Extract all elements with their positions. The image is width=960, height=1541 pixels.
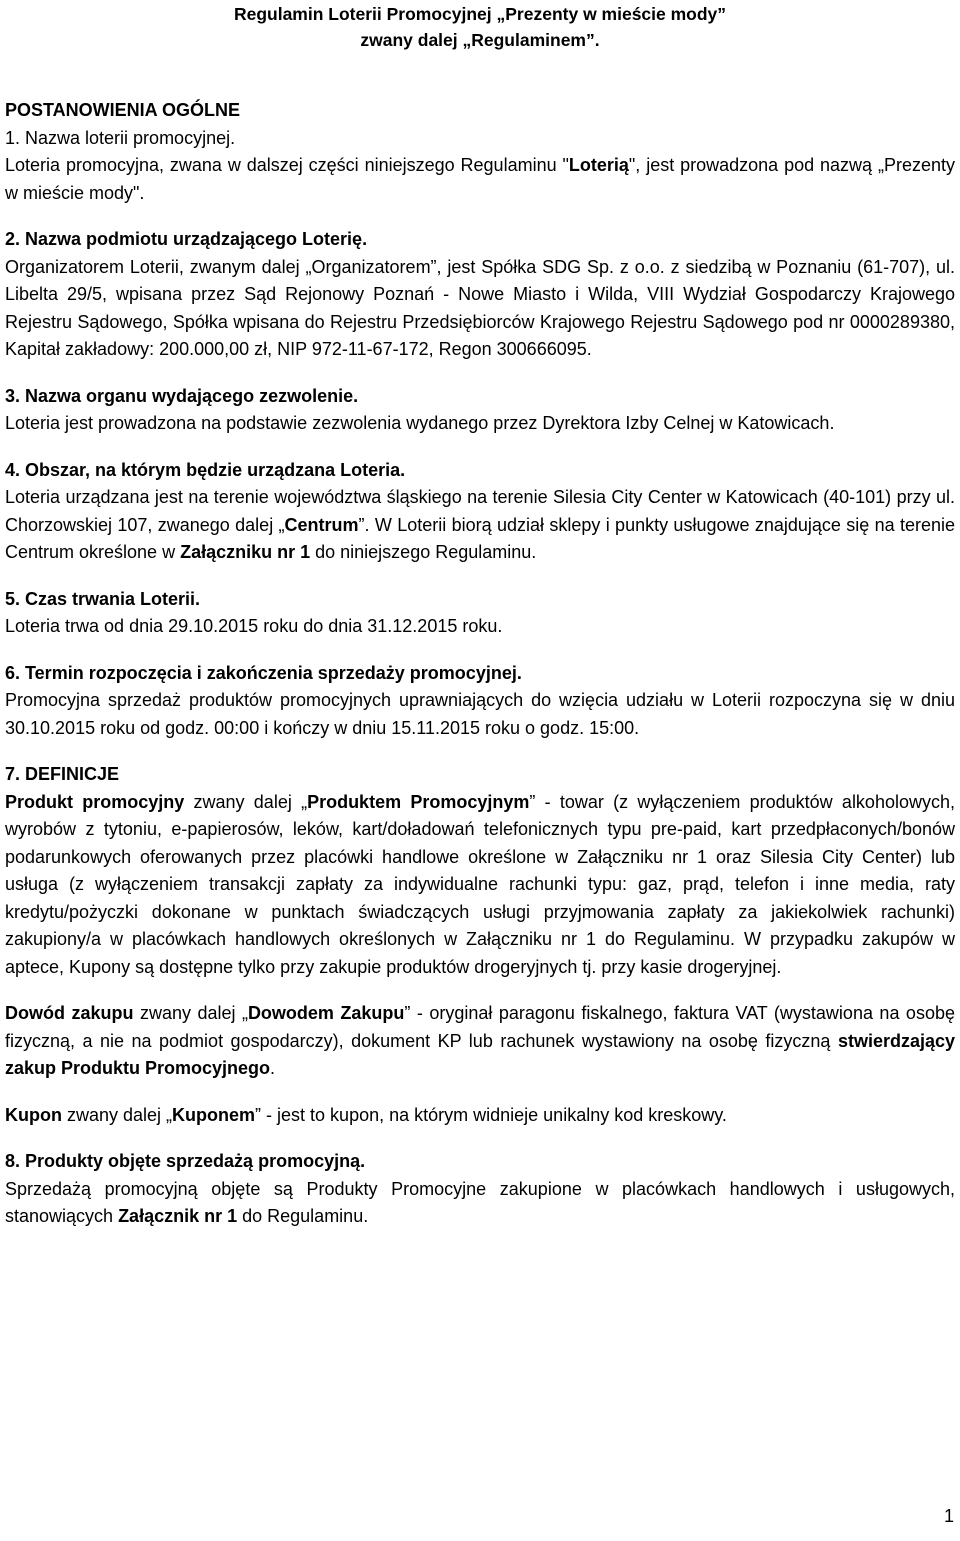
general-provisions-heading: POSTANOWIENIA OGÓLNE	[5, 100, 241, 120]
section-8-text: Sprzedażą promocyjną objęte są Produkty Promocyjne zakupione w placówkach handlowych i usługowych, stanowiących Załącznik nr 1 do Regulaminu.	[5, 1178, 955, 1226]
section-3-heading: 3. Nazwa organu wydającego zezwolenie.	[5, 385, 359, 406]
title-line-1: Regulamin Loterii Promocyjnej „Prezenty w mieście mody”	[233, 4, 727, 24]
section-2-text: Organizatorem Loterii, zwanym dalej „Organizatorem”, jest Spółka SDG Sp. z o.o. z siedzibą w Poznaniu (61-707), ul. Libelta 29/5, wpisana przez Sąd Rejonowy Poznań - Nowe Miasto i Wilda, VIII Wydział Gospodarczy Krajowego Rejestru Sądowego, Spółka wpisana do Rejestru Przedsiębiorców Krajowego Rejestru Sądowego pod nr 0000289380, Kapitał zakładowy: 200.000,00 zł, NIP 972-11-67-172, Regon 300666095.	[5, 256, 955, 359]
section-5-heading: 5. Czas trwania Loterii.	[5, 588, 201, 609]
bold-term-centrum: Centrum	[284, 514, 359, 535]
page-number: 1	[943, 1506, 954, 1526]
bold-attachment-ref: Załączniku nr 1	[180, 542, 311, 562]
definition-dowod-zakupu: Dowód zakupu zwany dalej „Dowodem Zakupu” - oryginał paragonu fiskalnego, faktura VAT (wystawiona na osobę fizyczną, a nie na podmiot gospodarczy), dokument KP lub rachunek wystawiony na osobę fizyczną stwierdzający zakup Produktu Promocyjnego.	[5, 1003, 955, 1078]
section-8-heading: 8. Produkty objęte sprzedażą promocyjną.	[5, 1151, 366, 1171]
document-page	[5, 0, 955, 1231]
document-title	[5, 0, 955, 53]
title-line-2: zwany dalej „Regulaminem”.	[360, 30, 600, 50]
bold-attachment-ref-2: Załącznik nr 1	[118, 1206, 238, 1226]
section-6-text: Promocyjna sprzedaż produktów promocyjnych uprawniających do wzięcia udziału w Loterii rozpoczyna się w dniu 30.10.2015 roku od godz. 00:00 i kończy w dniu 15.11.2015 roku o godz. 15:00.	[5, 690, 955, 738]
section-4-text: Loteria urządzana jest na terenie województwa śląskiego na terenie Silesia City Center w Katowicach (40-101) przy ul. Chorzowskiej 107, zwanego dalej „Centrum”. W Loterii biorą udział sklepy i punkty usługowe znajdujące się na terenie Centrum określone w Załączniku nr 1 do niniejszego Regulaminu.	[5, 487, 955, 562]
section-4-heading: 4. Obszar, na którym będzie urządzana Loteria.	[5, 459, 406, 480]
definition-produkt-promocyjny: Produkt promocyjny zwany dalej „Produktem Promocyjnym” - towar (z wyłączeniem produktów alkoholowych, wyrobów z tytoniu, e-papierosów, leków, kart/doładowań telefonicznych typu pre-paid, kart przedpłaconych/bonów podarunkowych oferowanych przez placówki handlowe określone w Załączniku nr 1 oraz Silesia City Center) lub usługa (z wyłączeniem transakcji zapłaty za indywidualne rachunki typu: gaz, prąd, telefon i inne media, raty kredytu/pożyczki dokonane w punktach świadczących usługi przyjmowania zapłaty za jakiekolwiek rachunki) zakupiony/a w placówkach handlowych określonych w Załączniku nr 1 do Regulaminu. W przypadku zakupów w aptece, Kupony są dostępne tylko przy zakupie produktów drogeryjnych tj. przy kasie drogeryjnej.	[5, 791, 955, 977]
section-5-text: Loteria trwa od dnia 29.10.2015 roku do dnia 31.12.2015 roku.	[5, 616, 503, 636]
section-1-text: Loteria promocyjna, zwana w dalszej części niniejszego Regulaminu "Loterią", jest prowadzona pod nazwą „Prezenty w mieście mody".	[5, 155, 955, 203]
section-1-heading: 1. Nazwa loterii promocyjnej.	[5, 127, 236, 148]
bold-term-loteria: Loterią	[568, 155, 629, 175]
definition-kupon: Kupon zwany dalej „Kuponem” - jest to kupon, na którym widnieje unikalny kod kreskowy.	[5, 1104, 727, 1125]
section-6-heading: 6. Termin rozpoczęcia i zakończenia sprzedaży promocyjnej.	[5, 662, 522, 683]
section-3-text: Loteria jest prowadzona na podstawie zezwolenia wydanego przez Dyrektora Izby Celnej w Katowicach.	[5, 413, 835, 433]
section-7-heading: 7. DEFINICJE	[5, 764, 120, 784]
section-2-heading: 2. Nazwa podmiotu urządzającego Loterię.	[5, 229, 368, 249]
